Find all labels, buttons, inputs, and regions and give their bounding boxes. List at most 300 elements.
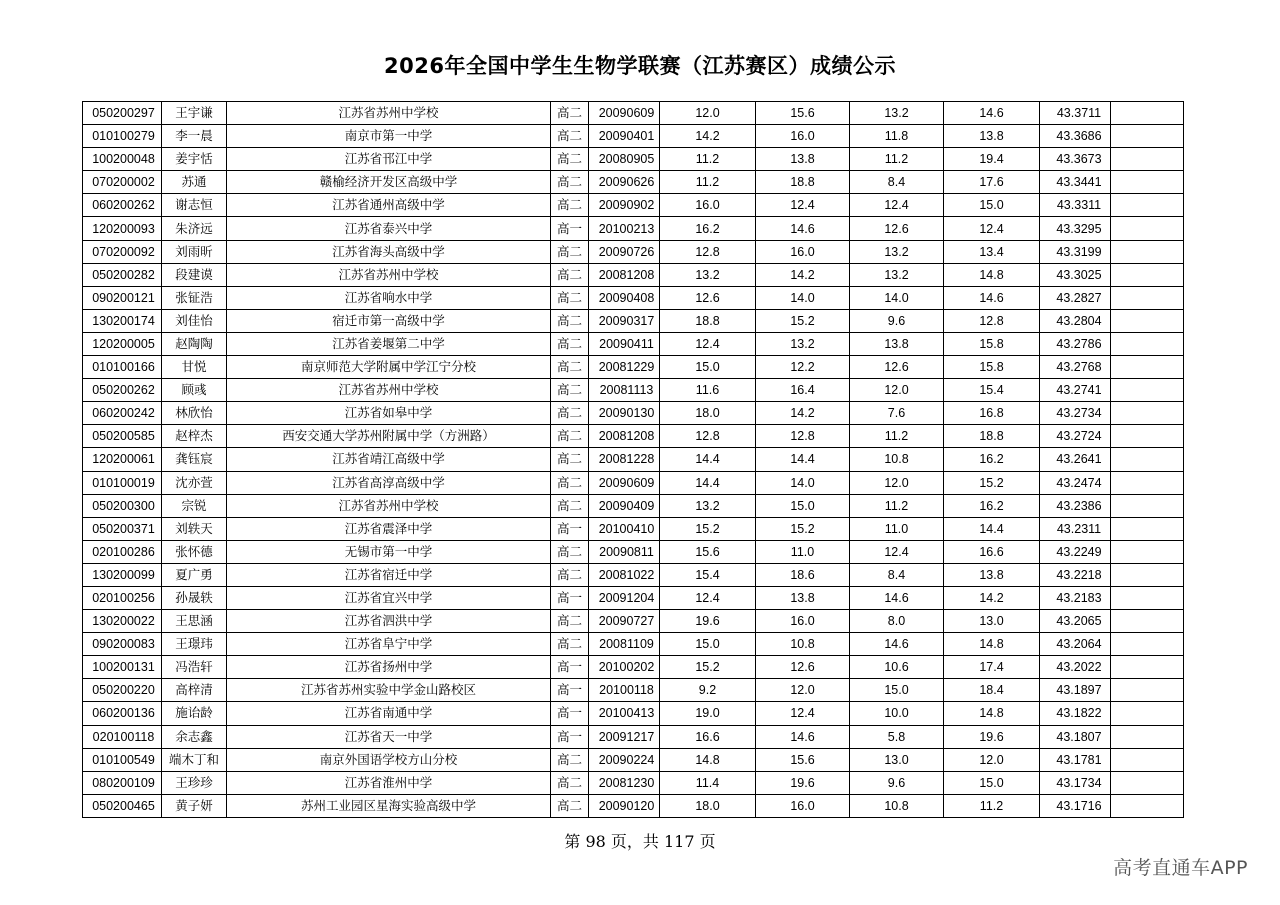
score-cell-1: 15.4: [660, 563, 756, 586]
student-id-cell: 060200242: [83, 402, 162, 425]
student-id-cell: 120200093: [83, 217, 162, 240]
school-cell: 无锡市第一中学: [227, 540, 551, 563]
total-score-cell: 43.2065: [1040, 610, 1111, 633]
total-score-cell: 43.1781: [1040, 748, 1111, 771]
table-row: [83, 263, 1184, 286]
birthdate-cell: 20080905: [589, 148, 660, 171]
student-name-cell: 李一晨: [162, 125, 227, 148]
score-cell-4: 19.6: [944, 725, 1040, 748]
school-cell: 南京市第一中学: [227, 125, 551, 148]
grade-cell: 高二: [551, 102, 589, 125]
score-cell-2: 15.2: [756, 517, 850, 540]
grade-cell: 高二: [551, 171, 589, 194]
score-cell-4: 19.4: [944, 148, 1040, 171]
birthdate-cell: 20100413: [589, 702, 660, 725]
total-score-cell: 43.2022: [1040, 656, 1111, 679]
score-cell-4: 13.8: [944, 125, 1040, 148]
student-id-cell: 050200262: [83, 379, 162, 402]
score-cell-3: 14.0: [850, 286, 944, 309]
school-cell: 江苏省响水中学: [227, 286, 551, 309]
grade-cell: 高二: [551, 148, 589, 171]
score-cell-1: 16.6: [660, 725, 756, 748]
score-cell-2: 15.6: [756, 102, 850, 125]
school-cell: 江苏省扬州中学: [227, 656, 551, 679]
birthdate-cell: 20100202: [589, 656, 660, 679]
score-cell-4: 14.2: [944, 586, 1040, 609]
table-row: [83, 540, 1184, 563]
student-name-cell: 段建谟: [162, 263, 227, 286]
table-row: [83, 148, 1184, 171]
student-id-cell: 100200048: [83, 148, 162, 171]
student-name-cell: 夏广勇: [162, 563, 227, 586]
school-cell: 江苏省姜堰第二中学: [227, 332, 551, 355]
grade-cell: 高二: [551, 563, 589, 586]
score-cell-3: 12.4: [850, 194, 944, 217]
score-cell-3: 9.6: [850, 309, 944, 332]
grade-cell: 高二: [551, 540, 589, 563]
student-id-cell: 050200371: [83, 517, 162, 540]
birthdate-cell: 20100213: [589, 217, 660, 240]
score-cell-4: 14.8: [944, 702, 1040, 725]
birthdate-cell: 20090224: [589, 748, 660, 771]
table-row: [83, 748, 1184, 771]
score-cell-3: 14.6: [850, 586, 944, 609]
score-cell-1: 19.6: [660, 610, 756, 633]
score-cell-2: 14.4: [756, 448, 850, 471]
grade-cell: 高二: [551, 240, 589, 263]
birthdate-cell: 20090408: [589, 286, 660, 309]
score-cell-4: 18.8: [944, 425, 1040, 448]
score-cell-2: 12.6: [756, 656, 850, 679]
score-cell-2: 12.4: [756, 194, 850, 217]
score-cell-1: 11.6: [660, 379, 756, 402]
table-row: [83, 794, 1184, 817]
score-cell-3: 9.6: [850, 771, 944, 794]
score-cell-4: 12.4: [944, 217, 1040, 240]
remark-cell: [1111, 563, 1184, 586]
student-id-cell: 010100549: [83, 748, 162, 771]
student-name-cell: 姜宇恬: [162, 148, 227, 171]
score-cell-2: 12.2: [756, 356, 850, 379]
birthdate-cell: 20090411: [589, 332, 660, 355]
birthdate-cell: 20090626: [589, 171, 660, 194]
student-id-cell: 050200585: [83, 425, 162, 448]
student-name-cell: 端木丁和: [162, 748, 227, 771]
score-cell-1: 19.0: [660, 702, 756, 725]
student-id-cell: 070200002: [83, 171, 162, 194]
total-score-cell: 43.1716: [1040, 794, 1111, 817]
table-row: [83, 217, 1184, 240]
total-score-cell: 43.2786: [1040, 332, 1111, 355]
school-cell: 南京外国语学校方山分校: [227, 748, 551, 771]
student-id-cell: 010100166: [83, 356, 162, 379]
student-id-cell: 060200136: [83, 702, 162, 725]
total-score-cell: 43.2734: [1040, 402, 1111, 425]
table-row: [83, 286, 1184, 309]
table-row: [83, 332, 1184, 355]
student-name-cell: 赵梓杰: [162, 425, 227, 448]
student-id-cell: 050200300: [83, 494, 162, 517]
total-score-cell: 43.3025: [1040, 263, 1111, 286]
total-score-cell: 43.3441: [1040, 171, 1111, 194]
school-cell: 西安交通大学苏州附属中学（方洲路）: [227, 425, 551, 448]
remark-cell: [1111, 148, 1184, 171]
grade-cell: 高二: [551, 263, 589, 286]
score-cell-2: 12.8: [756, 425, 850, 448]
birthdate-cell: 20081022: [589, 563, 660, 586]
score-cell-1: 14.2: [660, 125, 756, 148]
score-cell-2: 14.0: [756, 286, 850, 309]
student-name-cell: 沈亦萱: [162, 471, 227, 494]
student-id-cell: 020100256: [83, 586, 162, 609]
score-cell-2: 15.6: [756, 748, 850, 771]
score-cell-4: 15.0: [944, 771, 1040, 794]
school-cell: 江苏省邗江中学: [227, 148, 551, 171]
score-cell-2: 16.0: [756, 125, 850, 148]
student-id-cell: 080200109: [83, 771, 162, 794]
score-cell-3: 13.0: [850, 748, 944, 771]
birthdate-cell: 20091204: [589, 586, 660, 609]
birthdate-cell: 20090401: [589, 125, 660, 148]
grade-cell: 高二: [551, 494, 589, 517]
score-cell-3: 15.0: [850, 679, 944, 702]
remark-cell: [1111, 771, 1184, 794]
score-cell-1: 18.8: [660, 309, 756, 332]
total-score-cell: 43.3686: [1040, 125, 1111, 148]
school-cell: 江苏省靖江高级中学: [227, 448, 551, 471]
total-score-cell: 43.2804: [1040, 309, 1111, 332]
birthdate-cell: 20081109: [589, 633, 660, 656]
score-cell-1: 13.2: [660, 494, 756, 517]
birthdate-cell: 20090609: [589, 102, 660, 125]
student-name-cell: 赵陶陶: [162, 332, 227, 355]
table-row: [83, 356, 1184, 379]
student-id-cell: 050200297: [83, 102, 162, 125]
student-name-cell: 高梓清: [162, 679, 227, 702]
total-score-cell: 43.1807: [1040, 725, 1111, 748]
school-cell: 江苏省如皋中学: [227, 402, 551, 425]
total-score-cell: 43.2311: [1040, 517, 1111, 540]
birthdate-cell: 20081228: [589, 448, 660, 471]
score-cell-1: 12.6: [660, 286, 756, 309]
score-cell-2: 14.2: [756, 402, 850, 425]
score-cell-3: 11.8: [850, 125, 944, 148]
score-cell-1: 11.4: [660, 771, 756, 794]
score-cell-4: 16.6: [944, 540, 1040, 563]
score-cell-3: 10.8: [850, 448, 944, 471]
student-id-cell: 050200465: [83, 794, 162, 817]
score-cell-1: 12.4: [660, 332, 756, 355]
score-cell-3: 12.0: [850, 471, 944, 494]
remark-cell: [1111, 332, 1184, 355]
score-cell-2: 10.8: [756, 633, 850, 656]
table-row: [83, 448, 1184, 471]
grade-cell: 高二: [551, 748, 589, 771]
score-cell-4: 14.6: [944, 286, 1040, 309]
score-cell-2: 14.0: [756, 471, 850, 494]
remark-cell: [1111, 679, 1184, 702]
student-name-cell: 施诒龄: [162, 702, 227, 725]
score-cell-3: 11.0: [850, 517, 944, 540]
score-cell-1: 11.2: [660, 148, 756, 171]
score-cell-3: 13.8: [850, 332, 944, 355]
grade-cell: 高二: [551, 633, 589, 656]
table-row: [83, 563, 1184, 586]
student-name-cell: 余志鑫: [162, 725, 227, 748]
grade-cell: 高二: [551, 332, 589, 355]
remark-cell: [1111, 356, 1184, 379]
student-id-cell: 100200131: [83, 656, 162, 679]
score-cell-4: 15.8: [944, 356, 1040, 379]
school-cell: 江苏省通州高级中学: [227, 194, 551, 217]
score-cell-1: 13.2: [660, 263, 756, 286]
birthdate-cell: 20100410: [589, 517, 660, 540]
remark-cell: [1111, 702, 1184, 725]
score-cell-1: 18.0: [660, 794, 756, 817]
table-row: [83, 586, 1184, 609]
school-cell: 江苏省苏州中学校: [227, 102, 551, 125]
table-row: [83, 633, 1184, 656]
score-cell-4: 14.8: [944, 263, 1040, 286]
score-cell-4: 11.2: [944, 794, 1040, 817]
birthdate-cell: 20091217: [589, 725, 660, 748]
score-cell-1: 12.4: [660, 586, 756, 609]
birthdate-cell: 20090811: [589, 540, 660, 563]
grade-cell: 高二: [551, 402, 589, 425]
student-id-cell: 020100118: [83, 725, 162, 748]
score-cell-3: 13.2: [850, 263, 944, 286]
score-cell-2: 19.6: [756, 771, 850, 794]
grade-cell: 高一: [551, 679, 589, 702]
student-name-cell: 甘悦: [162, 356, 227, 379]
grade-cell: 高二: [551, 309, 589, 332]
student-name-cell: 林欣怡: [162, 402, 227, 425]
score-table-body: [83, 102, 1184, 818]
table-row: [83, 171, 1184, 194]
score-cell-1: 16.2: [660, 217, 756, 240]
birthdate-cell: 20090130: [589, 402, 660, 425]
total-score-cell: 43.3711: [1040, 102, 1111, 125]
score-cell-4: 17.6: [944, 171, 1040, 194]
score-cell-4: 15.4: [944, 379, 1040, 402]
score-cell-4: 16.8: [944, 402, 1040, 425]
grade-cell: 高一: [551, 725, 589, 748]
watermark-text: 高考直通车APP: [1113, 857, 1248, 879]
score-cell-2: 12.0: [756, 679, 850, 702]
table-row: [83, 471, 1184, 494]
remark-cell: [1111, 633, 1184, 656]
score-cell-2: 16.0: [756, 610, 850, 633]
school-cell: 江苏省天一中学: [227, 725, 551, 748]
total-score-cell: 43.2827: [1040, 286, 1111, 309]
total-score-cell: 43.2183: [1040, 586, 1111, 609]
student-id-cell: 050200220: [83, 679, 162, 702]
remark-cell: [1111, 217, 1184, 240]
score-cell-1: 15.6: [660, 540, 756, 563]
table-row: [83, 125, 1184, 148]
student-id-cell: 010100019: [83, 471, 162, 494]
score-cell-4: 14.4: [944, 517, 1040, 540]
grade-cell: 高二: [551, 356, 589, 379]
score-cell-3: 13.2: [850, 102, 944, 125]
student-name-cell: 朱济远: [162, 217, 227, 240]
student-name-cell: 顾彧: [162, 379, 227, 402]
table-row: [83, 679, 1184, 702]
score-cell-3: 11.2: [850, 425, 944, 448]
score-cell-3: 12.6: [850, 356, 944, 379]
score-cell-4: 18.4: [944, 679, 1040, 702]
student-name-cell: 刘雨昕: [162, 240, 227, 263]
score-cell-1: 9.2: [660, 679, 756, 702]
table-row: [83, 725, 1184, 748]
grade-cell: 高二: [551, 448, 589, 471]
total-score-cell: 43.1897: [1040, 679, 1111, 702]
remark-cell: [1111, 309, 1184, 332]
score-cell-1: 12.8: [660, 425, 756, 448]
score-cell-1: 14.8: [660, 748, 756, 771]
table-row: [83, 102, 1184, 125]
school-cell: 江苏省震泽中学: [227, 517, 551, 540]
grade-cell: 高二: [551, 471, 589, 494]
total-score-cell: 43.3673: [1040, 148, 1111, 171]
grade-cell: 高二: [551, 610, 589, 633]
score-cell-1: 15.0: [660, 356, 756, 379]
remark-cell: [1111, 263, 1184, 286]
total-score-cell: 43.2218: [1040, 563, 1111, 586]
remark-cell: [1111, 425, 1184, 448]
school-cell: 江苏省苏州实验中学金山路校区: [227, 679, 551, 702]
score-cell-4: 14.8: [944, 633, 1040, 656]
score-cell-2: 11.0: [756, 540, 850, 563]
remark-cell: [1111, 125, 1184, 148]
page-title: 2026年全国中学生生物学联赛（江苏赛区）成绩公示: [384, 54, 896, 78]
score-cell-4: 14.6: [944, 102, 1040, 125]
remark-cell: [1111, 748, 1184, 771]
score-cell-1: 11.2: [660, 171, 756, 194]
total-score-cell: 43.2064: [1040, 633, 1111, 656]
score-cell-3: 8.0: [850, 610, 944, 633]
table-row: [83, 656, 1184, 679]
score-cell-2: 12.4: [756, 702, 850, 725]
student-name-cell: 张怀德: [162, 540, 227, 563]
score-cell-3: 10.0: [850, 702, 944, 725]
grade-cell: 高二: [551, 425, 589, 448]
grade-cell: 高二: [551, 286, 589, 309]
student-id-cell: 120200061: [83, 448, 162, 471]
score-cell-4: 16.2: [944, 494, 1040, 517]
student-name-cell: 刘佳怡: [162, 309, 227, 332]
score-cell-1: 16.0: [660, 194, 756, 217]
student-id-cell: 060200262: [83, 194, 162, 217]
score-cell-3: 11.2: [850, 148, 944, 171]
score-cell-1: 18.0: [660, 402, 756, 425]
total-score-cell: 43.2768: [1040, 356, 1111, 379]
score-table: [82, 101, 1184, 818]
birthdate-cell: 20100118: [589, 679, 660, 702]
birthdate-cell: 20081113: [589, 379, 660, 402]
student-id-cell: 090200083: [83, 633, 162, 656]
score-cell-2: 13.8: [756, 148, 850, 171]
score-cell-2: 15.2: [756, 309, 850, 332]
score-cell-4: 15.0: [944, 194, 1040, 217]
score-cell-1: 15.0: [660, 633, 756, 656]
school-cell: 江苏省泗洪中学: [227, 610, 551, 633]
score-cell-4: 13.4: [944, 240, 1040, 263]
birthdate-cell: 20090726: [589, 240, 660, 263]
student-name-cell: 冯浩轩: [162, 656, 227, 679]
score-cell-4: 12.0: [944, 748, 1040, 771]
remark-cell: [1111, 610, 1184, 633]
score-cell-3: 10.6: [850, 656, 944, 679]
student-id-cell: 120200005: [83, 332, 162, 355]
school-cell: 江苏省苏州中学校: [227, 494, 551, 517]
remark-cell: [1111, 448, 1184, 471]
score-cell-2: 15.0: [756, 494, 850, 517]
score-cell-3: 10.8: [850, 794, 944, 817]
student-id-cell: 020100286: [83, 540, 162, 563]
school-cell: 江苏省阜宁中学: [227, 633, 551, 656]
birthdate-cell: 20090609: [589, 471, 660, 494]
score-cell-3: 12.0: [850, 379, 944, 402]
score-cell-1: 12.8: [660, 240, 756, 263]
grade-cell: 高一: [551, 517, 589, 540]
remark-cell: [1111, 725, 1184, 748]
total-score-cell: 43.3199: [1040, 240, 1111, 263]
student-id-cell: 090200121: [83, 286, 162, 309]
score-cell-3: 14.6: [850, 633, 944, 656]
score-cell-4: 15.8: [944, 332, 1040, 355]
school-cell: 江苏省宿迁中学: [227, 563, 551, 586]
grade-cell: 高二: [551, 794, 589, 817]
score-cell-1: 14.4: [660, 471, 756, 494]
total-score-cell: 43.2724: [1040, 425, 1111, 448]
score-cell-2: 18.6: [756, 563, 850, 586]
score-cell-1: 15.2: [660, 656, 756, 679]
school-cell: 江苏省南通中学: [227, 702, 551, 725]
birthdate-cell: 20090902: [589, 194, 660, 217]
score-cell-4: 17.4: [944, 656, 1040, 679]
remark-cell: [1111, 494, 1184, 517]
total-score-cell: 43.2249: [1040, 540, 1111, 563]
remark-cell: [1111, 402, 1184, 425]
score-cell-4: 13.8: [944, 563, 1040, 586]
score-cell-3: 13.2: [850, 240, 944, 263]
student-name-cell: 孙晟轶: [162, 586, 227, 609]
student-name-cell: 谢志恒: [162, 194, 227, 217]
remark-cell: [1111, 379, 1184, 402]
grade-cell: 高二: [551, 125, 589, 148]
grade-cell: 高一: [551, 586, 589, 609]
total-score-cell: 43.3311: [1040, 194, 1111, 217]
birthdate-cell: 20081230: [589, 771, 660, 794]
table-row: [83, 425, 1184, 448]
school-cell: 江苏省苏州中学校: [227, 379, 551, 402]
remark-cell: [1111, 517, 1184, 540]
birthdate-cell: 20090727: [589, 610, 660, 633]
school-cell: 江苏省宜兴中学: [227, 586, 551, 609]
score-cell-3: 12.4: [850, 540, 944, 563]
table-row: [83, 402, 1184, 425]
student-name-cell: 苏通: [162, 171, 227, 194]
page-number: 第 98 页，共 117 页: [564, 832, 716, 851]
score-cell-2: 13.8: [756, 586, 850, 609]
table-row: [83, 771, 1184, 794]
score-cell-2: 13.2: [756, 332, 850, 355]
total-score-cell: 43.2386: [1040, 494, 1111, 517]
total-score-cell: 43.2641: [1040, 448, 1111, 471]
remark-cell: [1111, 656, 1184, 679]
birthdate-cell: 20081208: [589, 263, 660, 286]
